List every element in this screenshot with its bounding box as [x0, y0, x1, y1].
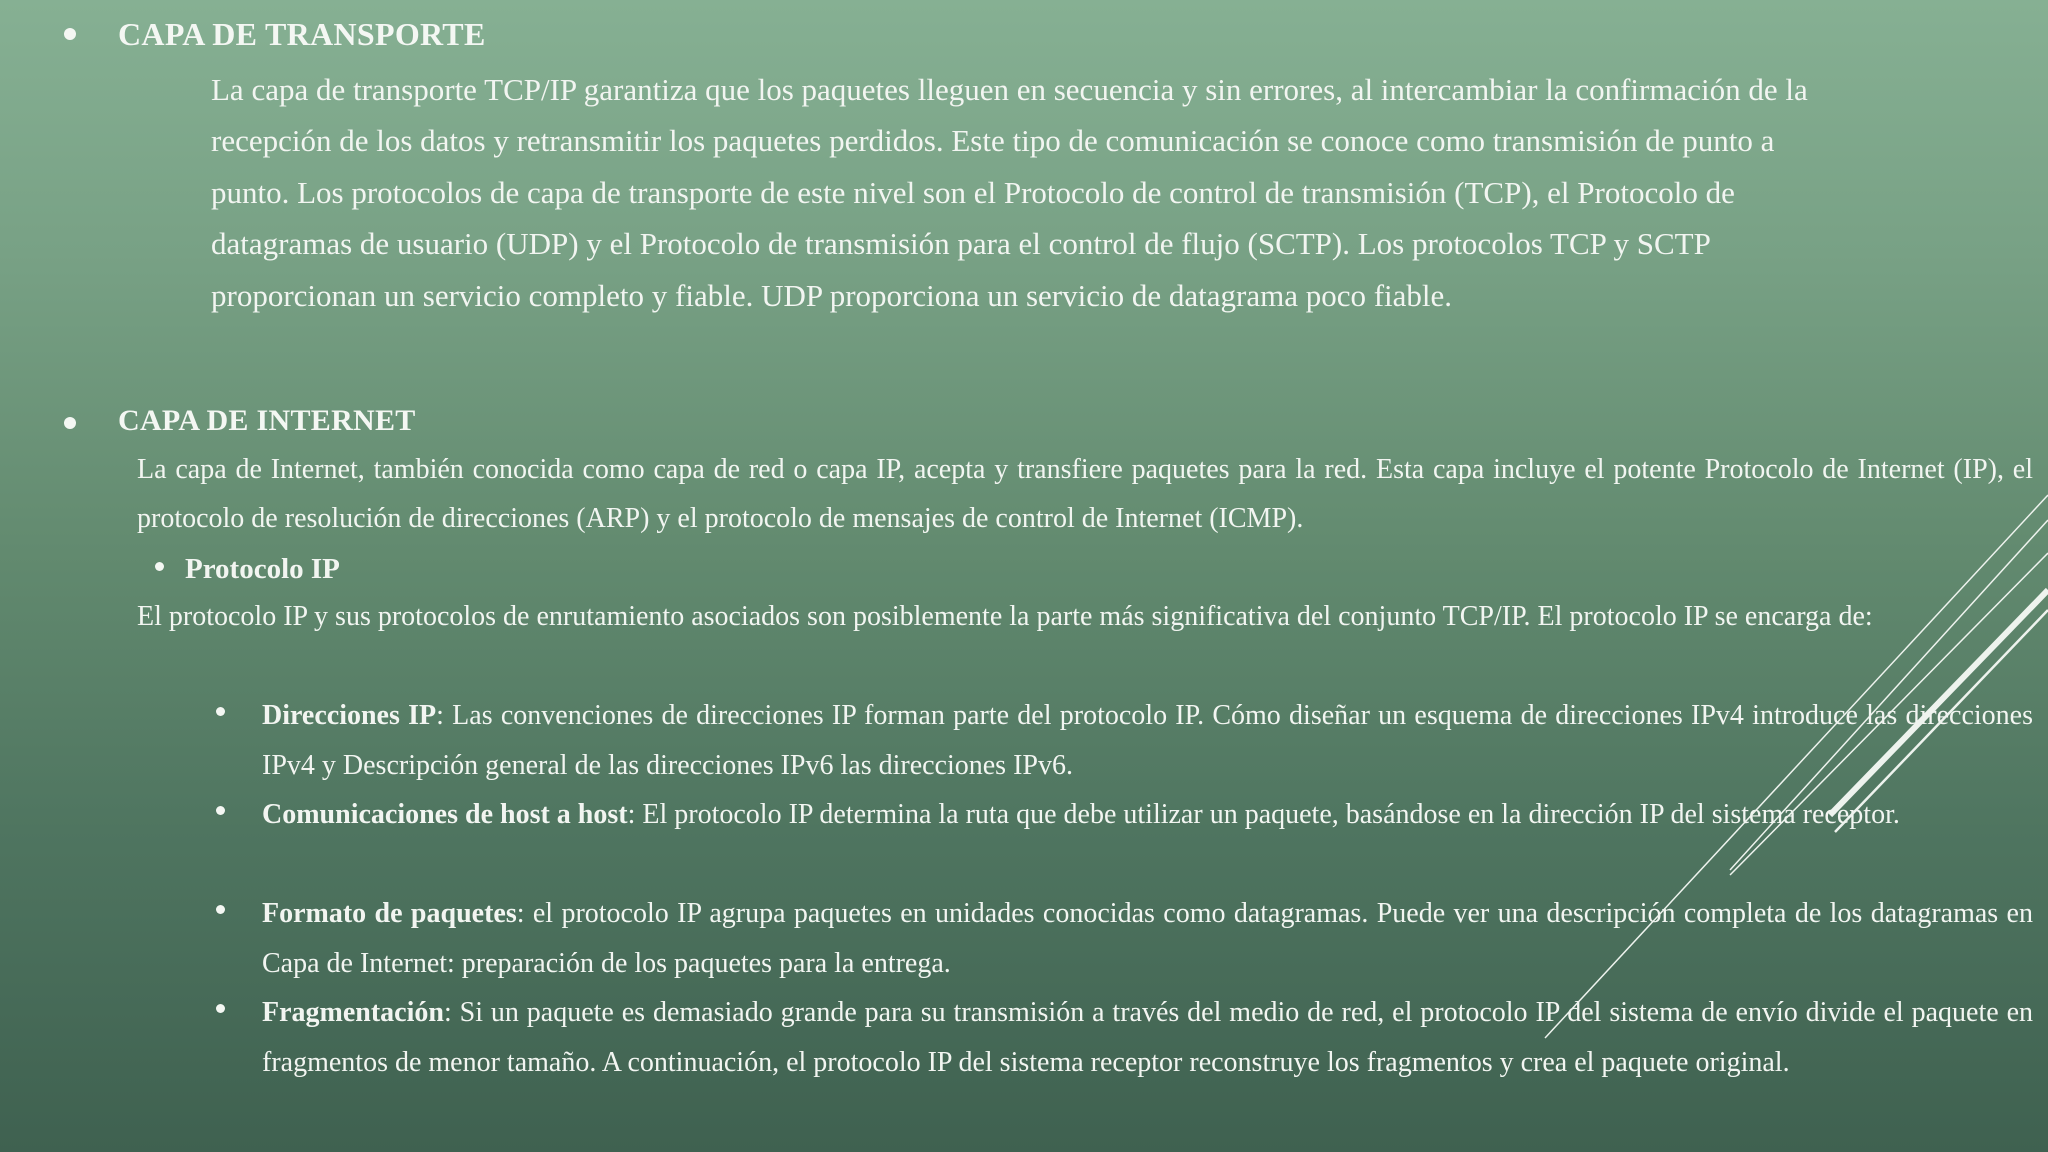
- item-bullet-icon: [216, 806, 225, 815]
- section-heading-transport: CAPA DE TRANSPORTE: [118, 16, 486, 52]
- protocolo-ip-paragraph: El protocolo IP y sus protocolos de enrutamiento asociados son posiblemente la parte más significativa del conjunto TCP/IP. El protocolo IP se encarga de:: [137, 601, 1873, 632]
- sub-heading-protocolo-ip: Protocolo IP: [185, 553, 340, 585]
- list-item-formato-paquetes: [262, 889, 2033, 988]
- transport-paragraph: La capa de transporte TCP/IP garantiza que los paquetes lleguen en secuencia y sin errores, al intercambiar la confirmación de la recepción de los datos y retransmitir los paquetes perdidos. Este tipo de comunicación se conoce como transmisión de punto a punto. Los protocolos de capa de transporte de este nivel son el Protocolo de control de transmisión (TCP), el Protocolo de datagramas de usuario (UDP) y el Protocolo de transmisión para el control de flujo (SCTP). Los protocolos TCP y SCTP proporcionan un servicio completo y fiable. UDP proporciona un servicio de datagrama poco fiable.: [211, 72, 1808, 313]
- item-term: Formato de paquetes: [262, 898, 517, 929]
- item-term: Fragmentación: [262, 997, 444, 1028]
- item-text: : Las convenciones de direcciones IP forman parte del protocolo IP. Cómo diseñar un esquema de direcciones IPv4 introduce las direcciones IPv4 y Descripción general de las direcciones IPv6 las direcciones IPv6.: [262, 700, 2033, 781]
- item-bullet-icon: [216, 905, 225, 914]
- section-heading-internet: CAPA DE INTERNET: [118, 404, 416, 437]
- sub-bullet-icon: [155, 562, 164, 571]
- list-item-fragmentacion: [262, 988, 2033, 1087]
- item-term: Direcciones IP: [262, 700, 437, 731]
- item-text: : el protocolo IP agrupa paquetes en unidades conocidas como datagramas. Puede ver una descripción completa de los datagramas en Capa de Internet: preparación de los paquetes para la entrega.: [262, 898, 2033, 979]
- item-text: : El protocolo IP determina la ruta que debe utilizar un paquete, basándose en la dirección IP del sistema receptor.: [627, 799, 1900, 830]
- item-bullet-icon: [216, 1004, 225, 1013]
- item-bullet-icon: [216, 707, 225, 716]
- list-item-comunicaciones: [262, 790, 2033, 840]
- list-item-direcciones-ip: [262, 691, 2033, 790]
- bullet-icon: [64, 28, 76, 40]
- item-text: : Si un paquete es demasiado grande para su transmisión a través del medio de red, el protocolo IP del sistema de envío divide el paquete en fragmentos de menor tamaño. A continuación, el protocolo IP del sistema receptor reconstruye los fragmentos y crea el paquete original.: [262, 997, 2033, 1078]
- item-term: Comunicaciones de host a host: [262, 799, 628, 830]
- internet-paragraph: La capa de Internet, también conocida como capa de red o capa IP, acepta y transfiere paquetes para la red. Esta capa incluye el potente Protocolo de Internet (IP), el protocolo de resolución de direcciones (ARP) y el protocolo de mensajes de control de Internet (ICMP).: [137, 454, 2033, 534]
- bullet-icon: [64, 417, 76, 429]
